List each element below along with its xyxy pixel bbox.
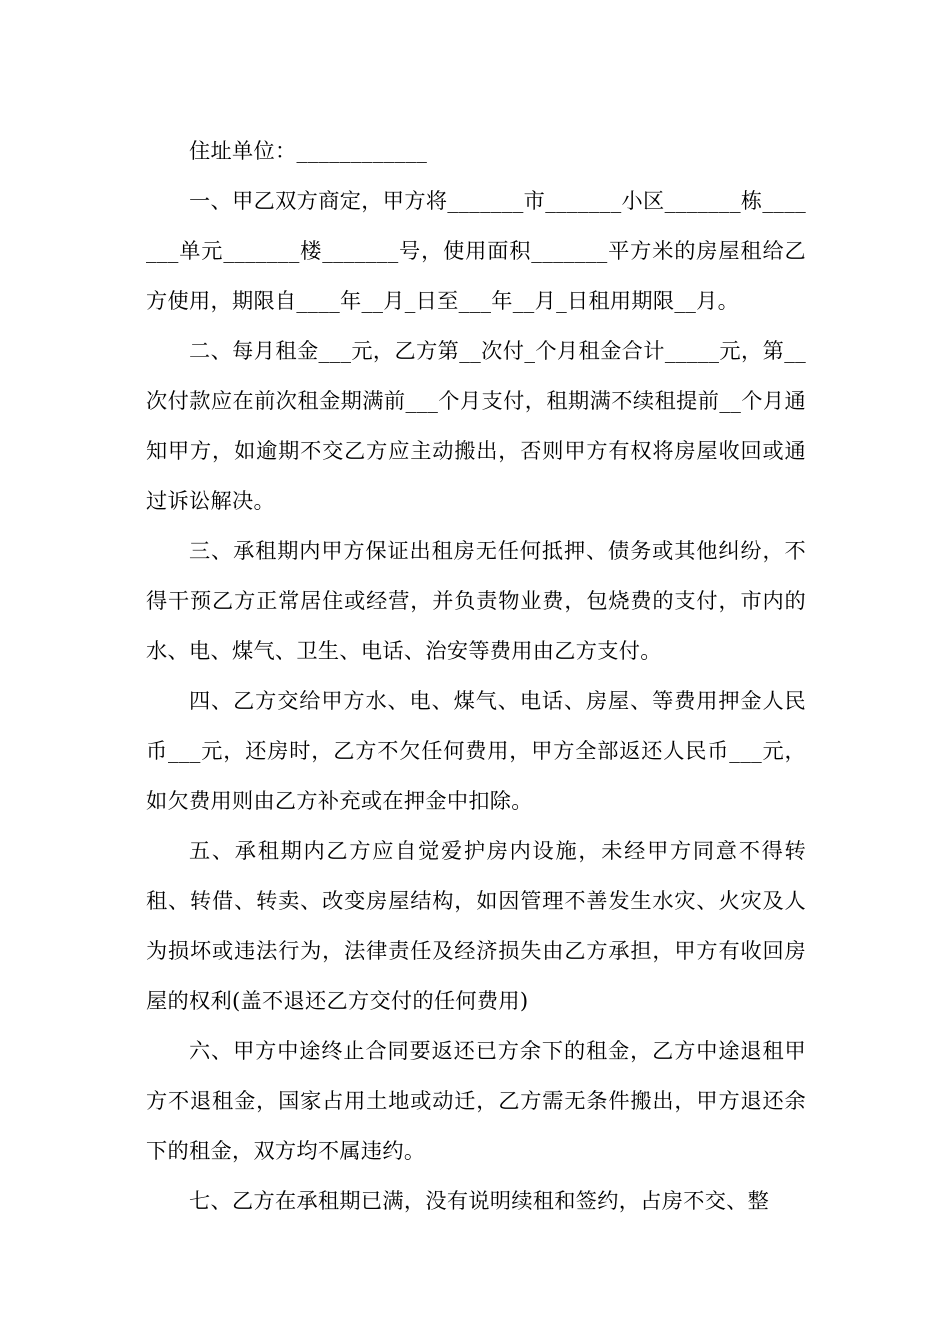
clause-3: 三、承租期内甲方保证出租房无任何抵押、债务或其他纠纷，不得干预乙方正常居住或经营，并负责物业费，包烧费的支付，市内的水、电、煤气、卫生、电话、治安等费用由乙方支付。	[146, 538, 806, 663]
clause-6: 六、甲方中途终止合同要返还已方余下的租金，乙方中途退租甲方不退租金，国家占用土地或动迁，乙方需无条件搬出，甲方退还余下的租金，双方均不属违约。	[146, 1038, 806, 1163]
clause-2: 二、每月租金___元，乙方第__次付_个月租金合计_____元，第__次付款应在前次租金期满前___个月支付，租期满不续租提前__个月通知甲方，如逾期不交乙方应主动搬出，否则甲方有权将房屋收回或通过诉讼解决。	[146, 338, 806, 513]
clause-1: 一、甲乙双方商定，甲方将_______市_______小区_______栋_______单元_______楼_______号，使用面积_______平方米的房屋租给乙方使用，期限自____年__月_日至___年__月_日租用期限__月。	[146, 188, 806, 313]
clause-5: 五、承租期内乙方应自觉爱护房内设施，未经甲方同意不得转租、转借、转卖、改变房屋结构，如因管理不善发生水灾、火灾及人为损坏或违法行为，法律责任及经济损失由乙方承担，甲方有收回房屋的权利(盖不退还乙方交付的任何费用)	[146, 838, 806, 1013]
clause-4: 四、乙方交给甲方水、电、煤气、电话、房屋、等费用押金人民币___元，还房时，乙方不欠任何费用，甲方全部返还人民币___元，如欠费用则由乙方补充或在押金中扣除。	[146, 688, 806, 813]
document-body	[146, 126, 806, 1226]
clause-7: 七、乙方在承租期已满，没有说明续租和签约，占房不交、整	[189, 1188, 770, 1213]
address-unit-line: 住址单位：____________	[189, 138, 428, 163]
